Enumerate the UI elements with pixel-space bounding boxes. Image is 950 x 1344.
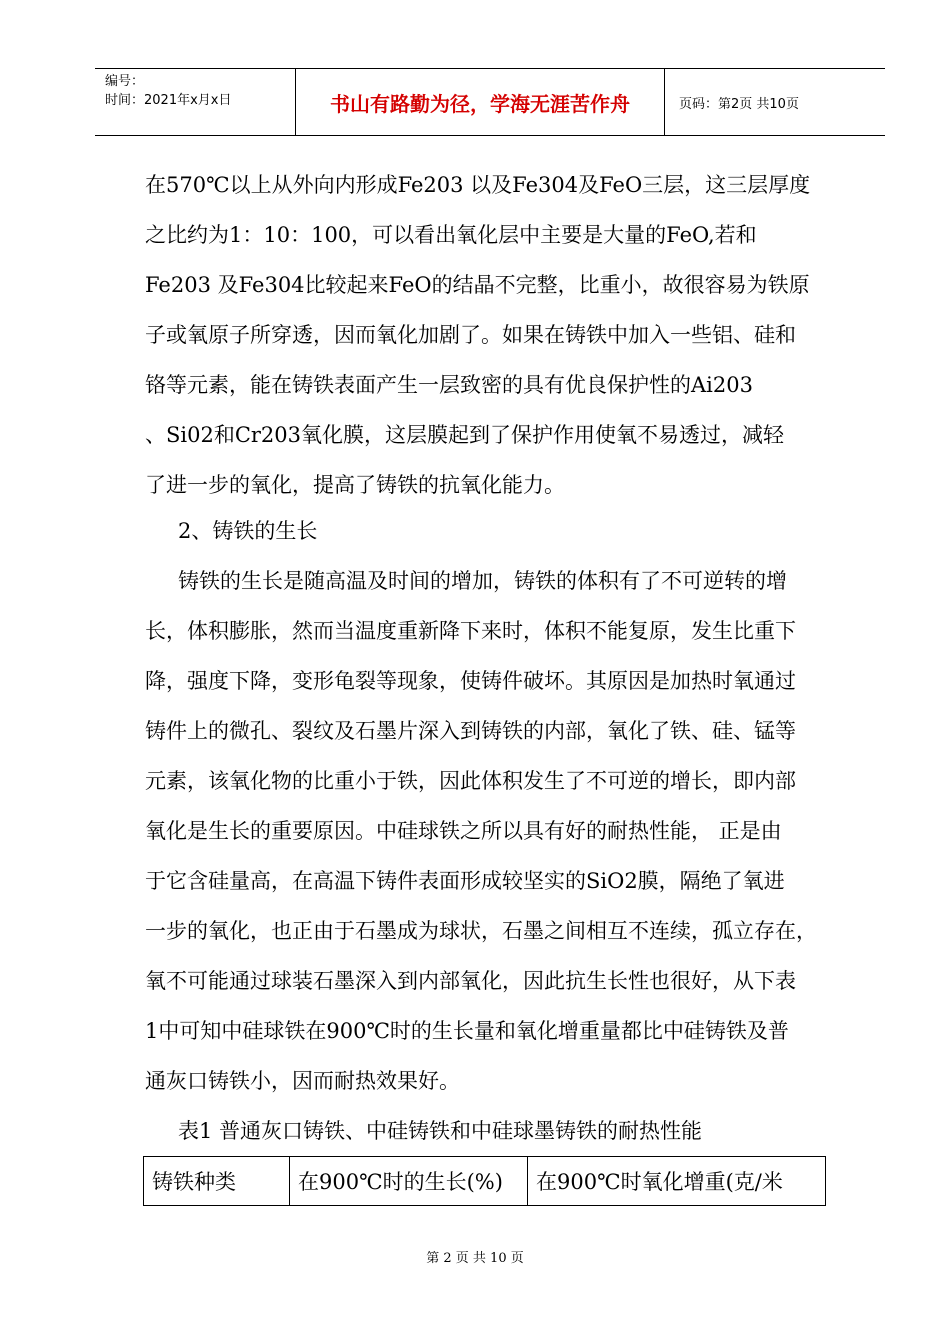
text-line: 1中可知中硅球铁在900℃时的生长量和氧化增重量都比中硅铸铁及普 — [145, 1019, 789, 1043]
page-footer: 第 2 页 共 10 页 — [426, 1251, 524, 1266]
page-header — [95, 68, 885, 136]
header-meta — [105, 72, 231, 110]
document-time-label: 时间：2021年x月x日 — [105, 93, 232, 108]
text-line: 铸件上的微孔、裂纹及石墨片深入到铸铁的内部，氧化了铁、硅、锰等 — [145, 719, 796, 743]
table-header-cell: 在900℃时氧化增重(克/米 — [528, 1157, 826, 1206]
text-line: 铸铁的生长是随高温及时间的增加，铸铁的体积有了不可逆转的增 — [178, 569, 787, 593]
section-heading: 2、铸铁的生长 — [178, 519, 318, 543]
table-header-row — [144, 1157, 826, 1206]
table-header-cell: 在900℃时的生长(%) — [290, 1157, 528, 1206]
text-line: 氧不可能通过球装石墨深入到内部氧化，因此抗生长性也很好，从下表 — [145, 969, 796, 993]
text-line: 铬等元素，能在铸铁表面产生一层致密的具有优良保护性的Ai203 — [145, 373, 753, 397]
text-line: 在570℃以上从外向内形成Fe203 以及Fe304及FeO三层，这三层厚度 — [145, 173, 811, 197]
text-line: 、Si02和Cr203氧化膜，这层膜起到了保护作用使氧不易透过，减轻 — [145, 423, 785, 447]
text-line: 长，体积膨胀，然而当温度重新降下来时，体积不能复原，发生比重下 — [145, 619, 796, 643]
text-line: 一步的氧化，也正由于石墨成为球状，石墨之间相互不连续，孤立存在， — [145, 919, 817, 943]
text-line: 于它含硅量高，在高温下铸件表面形成较坚实的SiO2膜，隔绝了氧进 — [145, 869, 785, 893]
header-page-info: 页码：第2页 共10页 — [679, 97, 799, 112]
text-line: 了进一步的氧化，提高了铸铁的抗氧化能力。 — [145, 473, 565, 497]
text-line: 通灰口铸铁小，因而耐热效果好。 — [145, 1069, 460, 1093]
table-header-cell: 铸铁种类 — [144, 1157, 290, 1206]
text-line: Fe203 及Fe304比较起来FeO的结晶不完整，比重小，故很容易为铁原 — [145, 273, 810, 297]
paragraph-growth — [145, 556, 835, 1106]
heat-resistance-table — [143, 1156, 826, 1206]
text-line: 降，强度下降，变形龟裂等现象，使铸件破坏。其原因是加热时氧通过 — [145, 669, 796, 693]
text-line: 元素，该氧化物的比重小于铁，因此体积发生了不可逆的增长，即内部 — [145, 769, 796, 793]
table-caption: 表1 普通灰口铸铁、中硅铸铁和中硅球墨铸铁的耐热性能 — [178, 1119, 703, 1143]
document-number-label: 编号： — [105, 74, 145, 89]
text-line: 子或氧原子所穿透，因而氧化加剧了。如果在铸铁中加入一些铝、硅和 — [145, 323, 796, 347]
text-line: 氧化是生长的重要原因。中硅球铁之所以具有好的耐热性能， 正是由 — [145, 819, 782, 843]
text-line: 之比约为1：10：100，可以看出氧化层中主要是大量的FeO,若和 — [145, 223, 757, 247]
header-motto: 书山有路勤为径，学海无涯苦作舟 — [295, 69, 665, 135]
paragraph-oxidation — [145, 160, 835, 510]
